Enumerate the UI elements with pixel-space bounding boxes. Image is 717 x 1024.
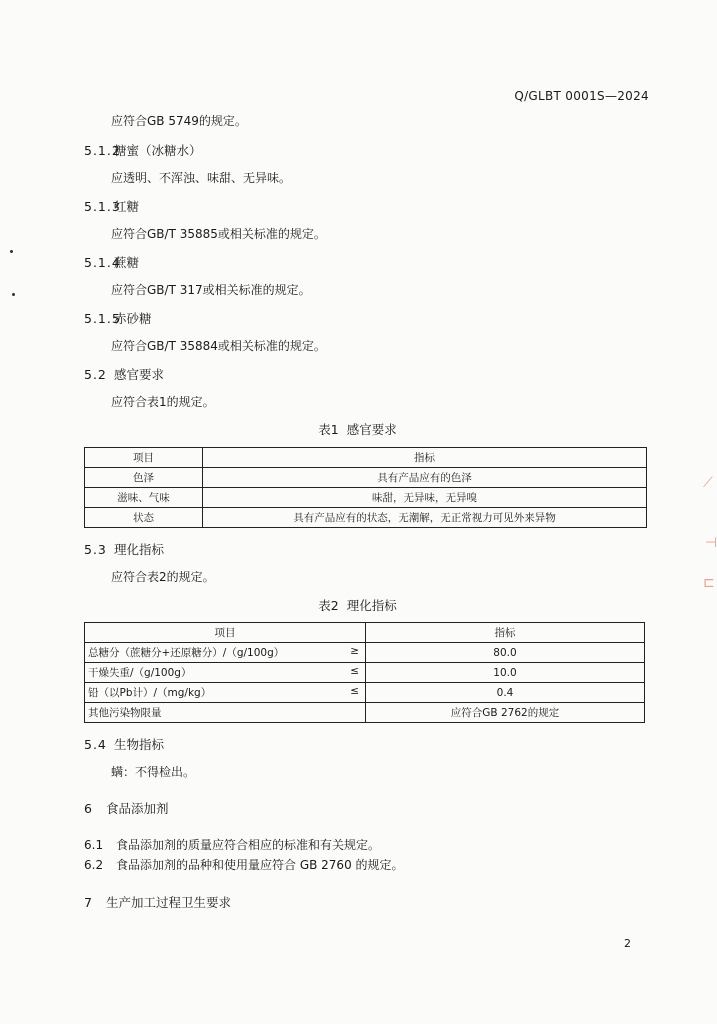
table-caption-title: 理化指标 — [346, 598, 397, 613]
section-title: 红糖 — [114, 199, 140, 214]
table-caption-title: 感官要求 — [346, 422, 397, 437]
section-heading-5-1-2 — [84, 141, 202, 159]
item-name: 铅（以Pb计）/（mg/kg） — [88, 687, 212, 699]
table-cell: 具有产品应有的状态，无潮解，无正常视力可见外来异物 — [203, 508, 647, 528]
page-number: 2 — [624, 937, 631, 950]
section-title: 理化指标 — [114, 542, 165, 557]
table-cell: 状态 — [85, 508, 203, 528]
list-number: 6.1 — [84, 838, 104, 852]
table1-caption — [0, 420, 715, 438]
paragraph: 应透明、不浑浊、味甜、无异味。 — [111, 171, 292, 185]
list-text: 食品添加剂的质量应符合相应的标准和有关规定。 — [116, 838, 381, 852]
paragraph: 应符合GB/T 35884或相关标准的规定。 — [111, 339, 326, 353]
table-header-cell: 指标 — [203, 448, 647, 468]
comparison-sign: ≤ — [350, 685, 359, 697]
section-title: 生产加工过程卫生要求 — [106, 895, 232, 910]
section-number: 5.1.5 — [84, 311, 121, 326]
paragraph: 应符合表1的规定。 — [111, 395, 215, 409]
table-header-cell: 项目 — [85, 448, 203, 468]
table-cell — [85, 663, 366, 683]
stamp-fragment: ⊏ — [703, 575, 715, 591]
table-cell: 具有产品应有的色泽 — [203, 468, 647, 488]
section-heading-5-4 — [84, 735, 164, 753]
table-header-row — [85, 623, 645, 643]
paragraph: 应符合表2的规定。 — [111, 570, 215, 584]
table-cell: 色泽 — [85, 468, 203, 488]
table-cell: 80.0 — [366, 643, 645, 663]
list-text: 食品添加剂的品种和使用量应符合 GB 2760 的规定。 — [116, 858, 404, 872]
table1-sensory — [84, 447, 647, 528]
list-number: 6.2 — [84, 858, 104, 872]
section-title: 赤砂糖 — [114, 311, 152, 326]
table-row — [85, 508, 647, 528]
table-row — [85, 643, 645, 663]
section-heading-5-1-3 — [84, 197, 139, 215]
table-header-row — [85, 448, 647, 468]
section-title: 生物指标 — [114, 737, 165, 752]
table-row — [85, 663, 645, 683]
table-row — [85, 703, 645, 723]
table-header-cell: 指标 — [366, 623, 645, 643]
section-heading-6 — [84, 799, 169, 817]
section-number: 5.4 — [84, 737, 107, 752]
section-title: 糖蜜（冰糖水） — [114, 143, 202, 158]
section-number: 5.1.2 — [84, 143, 121, 158]
section-title: 感官要求 — [114, 367, 165, 382]
table-row — [85, 683, 645, 703]
table-caption-number: 表2 — [318, 598, 339, 613]
table-cell: 味甜，无异味，无异嗅 — [203, 488, 647, 508]
paragraph: 螨：不得检出。 — [111, 765, 196, 779]
stamp-fragment: ⊣ — [705, 535, 717, 551]
document-code: Q/GLBT 0001S—2024 — [514, 89, 649, 103]
table-cell: 滋味、气味 — [85, 488, 203, 508]
item-name: 总糖分（蔗糖分+还原糖分）/（g/100g） — [88, 647, 285, 659]
section-number: 5.1.4 — [84, 255, 121, 270]
paragraph: 应符合GB/T 35885或相关标准的规定。 — [111, 227, 326, 241]
section-heading-5-2 — [84, 365, 164, 383]
table2-caption — [0, 596, 715, 614]
section-heading-5-1-5 — [84, 309, 152, 327]
table-cell: 0.4 — [366, 683, 645, 703]
table-cell — [85, 683, 366, 703]
table-header-cell: 项目 — [85, 623, 366, 643]
paragraph: 应符合GB 5749的规定。 — [111, 114, 247, 128]
section-title: 蔗糖 — [114, 255, 140, 270]
scan-speck — [12, 293, 15, 296]
section-title: 食品添加剂 — [106, 801, 169, 816]
table-cell: 其他污染物限量 — [85, 703, 366, 723]
list-item-6-2 — [84, 856, 404, 873]
item-name: 干燥失重/（g/100g） — [88, 667, 192, 679]
section-heading-7 — [84, 893, 231, 911]
scan-speck — [10, 250, 13, 253]
stamp-fragment: ⟋ — [703, 475, 713, 491]
table-row — [85, 468, 647, 488]
section-heading-5-1-4 — [84, 253, 139, 271]
table-caption-number: 表1 — [318, 422, 339, 437]
table-cell: 10.0 — [366, 663, 645, 683]
section-number: 7 — [84, 895, 93, 910]
list-item-6-1 — [84, 836, 380, 853]
table2-physicochemical — [84, 622, 645, 723]
comparison-sign: ≤ — [350, 665, 359, 677]
paragraph: 应符合GB/T 317或相关标准的规定。 — [111, 283, 311, 297]
table-row — [85, 488, 647, 508]
table-cell: 应符合GB 2762的规定 — [366, 703, 645, 723]
section-number: 5.2 — [84, 367, 107, 382]
table-cell — [85, 643, 366, 663]
section-heading-5-3 — [84, 540, 164, 558]
section-number: 6 — [84, 801, 93, 816]
section-number: 5.3 — [84, 542, 107, 557]
section-number: 5.1.3 — [84, 199, 121, 214]
comparison-sign: ≥ — [350, 645, 359, 657]
